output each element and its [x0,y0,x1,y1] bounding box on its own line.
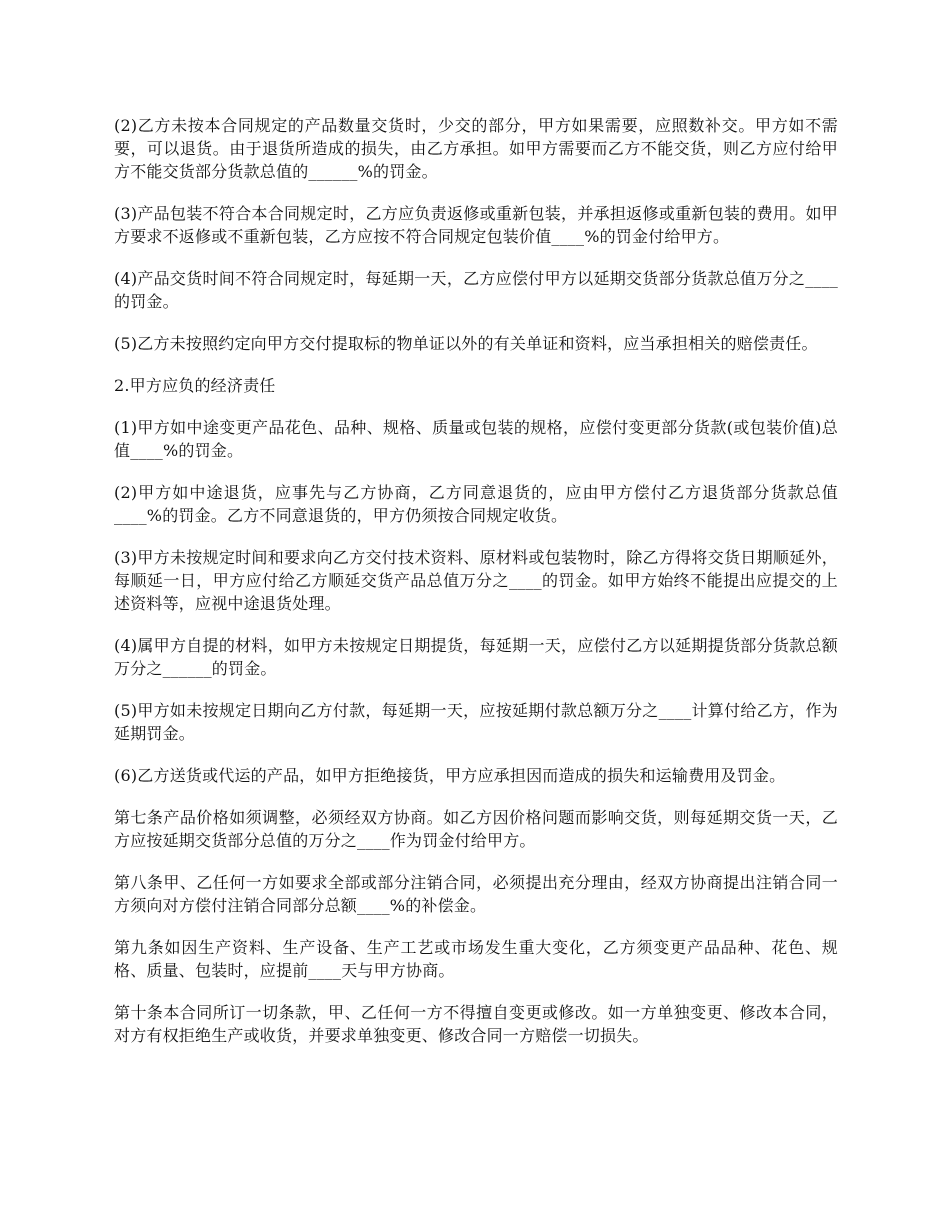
section-heading-party-a-liability: 2.甲方应负的经济责任 [114,376,276,395]
paragraph-a-clause-3-materials: (3)甲方未按规定时间和要求向乙方交付技术资料、原材料或包装物时，除乙方得将交货日期顺延外，每顺延一日，甲方应付给乙方顺延交货产品总值万分之____的罚金。如甲方始终不能提出应提交的上述资料等，应视中途退货处理。 [114,548,838,613]
paragraph-a-clause-1-change: (1)甲方如中途变更产品花色、品种、规格、质量或包装的规格，应偿付变更部分货款(或包装价值)总值____%的罚金。 [114,418,838,460]
article-8-cancellation: 第八条甲、乙任何一方如要求全部或部分注销合同，必须提出充分理由，经双方协商提出注销合同一方须向对方偿付注销合同部分总额____%的补偿金。 [114,873,838,915]
article-7-price: 第七条产品价格如须调整，必须经双方协商。如乙方因价格问题而影响交货，则每延期交货一天，乙方应按延期交货部分总值的万分之____作为罚金付给甲方。 [114,808,838,850]
article-9-changes: 第九条如因生产资料、生产设备、生产工艺或市场发生重大变化，乙方须变更产品品种、花色、规格、质量、包装时，应提前____天与甲方协商。 [114,938,838,980]
paragraph-a-clause-4-pickup: (4)属甲方自提的材料，如甲方未按规定日期提货，每延期一天，应偿付乙方以延期提货部分货款总额万分之______的罚金。 [114,636,838,678]
document-body [114,114,838,1066]
paragraph-clause-5-documents: (5)乙方未按照约定向甲方交付提取标的物单证以外的有关单证和资料，应当承担相关的赔偿责任。 [114,334,818,353]
paragraph-a-clause-2-return: (2)甲方如中途退货，应事先与乙方协商，乙方同意退货的，应由甲方偿付乙方退货部分货款总值____%的罚金。乙方不同意退货的，甲方仍须按合同规定收货。 [114,483,838,525]
paragraph-clause-3-packaging: (3)产品包装不符合本合同规定时，乙方应负责返修或重新包装，并承担返修或重新包装的费用。如甲方要求不返修或不重新包装，乙方应按不符合同规定包装价值____%的罚金付给甲方。 [114,204,838,246]
article-10-modification: 第十条本合同所订一切条款，甲、乙任何一方不得擅自变更或修改。如一方单独变更、修改本合同，对方有权拒绝生产或收货，并要求单独变更、修改合同一方赔偿一切损失。 [114,1003,838,1045]
paragraph-clause-4-delivery-time: (4)产品交货时间不符合同规定时，每延期一天，乙方应偿付甲方以延期交货部分货款总值万分之____的罚金。 [114,269,838,311]
paragraph-clause-2-quantity: (2)乙方未按本合同规定的产品数量交货时，少交的部分，甲方如果需要，应照数补交。甲方如不需要，可以退货。由于退货所造成的损失，由乙方承担。如甲方需要而乙方不能交货，则乙方应付给甲方不能交货部分货款总值的______%的罚金。 [114,116,838,181]
paragraph-a-clause-6-rejection: (6)乙方送货或代运的产品，如甲方拒绝接货，甲方应承担因而造成的损失和运输费用及罚金。 [114,766,786,785]
paragraph-a-clause-5-payment: (5)甲方如未按规定日期向乙方付款，每延期一天，应按延期付款总额万分之____计算付给乙方，作为延期罚金。 [114,701,838,743]
